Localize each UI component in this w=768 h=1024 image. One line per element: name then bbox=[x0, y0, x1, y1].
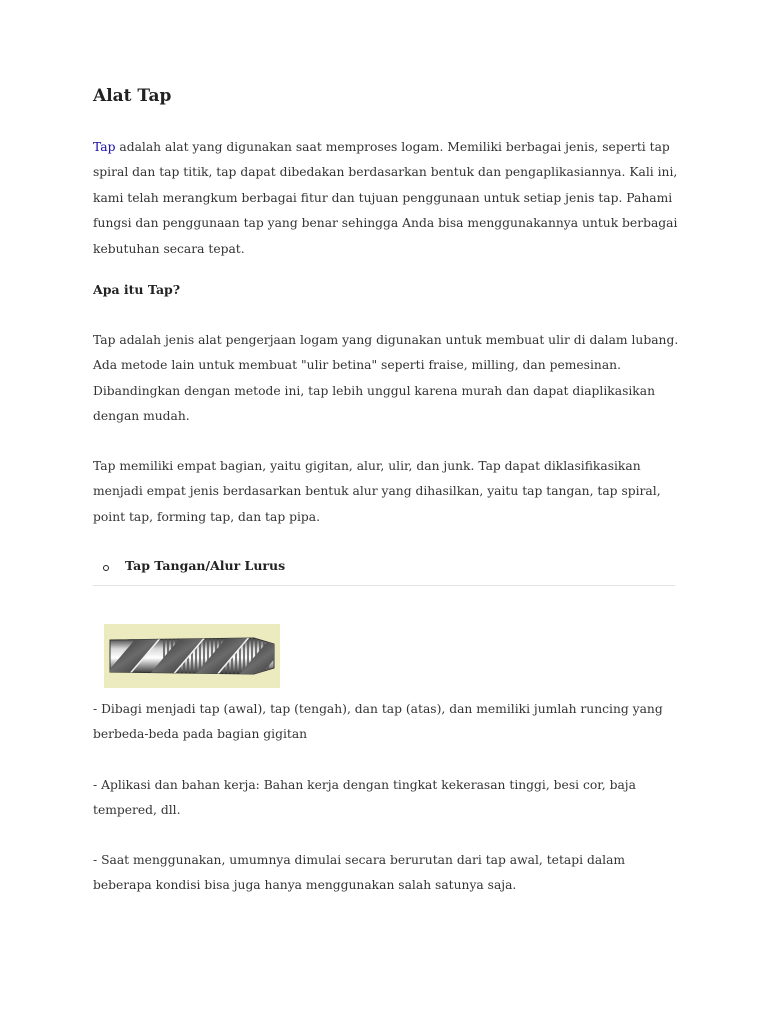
intro-paragraph bbox=[93, 135, 683, 262]
bullet-heading: Tap Tangan/Alur Lurus bbox=[125, 558, 286, 573]
intro-text: adalah alat yang digunakan saat memproses logam. Memiliki berbagai jenis, seperti tap spiral dan tap titik, tap dapat dibedakan berdasarkan bentuk dan pengaplikasiannya. Kali ini, kami telah merangkum berbagai fitur dan tujuan penggunaan untuk setiap jenis tap. Pahami fungsi dan penggunaan tap yang benar sehingga Anda bisa menggunakannya untuk berbagai kebutuhan secara tepat. bbox=[93, 140, 678, 256]
paragraph-definition: Tap adalah jenis alat pengerjaan logam yang digunakan untuk membuat ulir di dalam lubang. Ada metode lain untuk membuat "ulir betina" seperti fraise, milling, dan pemesinan. Dibandingkan dengan metode ini, tap lebih unggul karena murah dan dapat diaplikasikan dengan mudah. bbox=[93, 333, 679, 424]
bullet-heading-row bbox=[93, 558, 675, 586]
point-1: - Dibagi menjadi tap (awal), tap (tengah), dan tap (atas), dan memiliki jumlah runcing yang berbeda-beda pada bagian gigitan bbox=[93, 702, 663, 742]
article-title: Alat Tap bbox=[93, 86, 172, 106]
point-3: - Saat menggunakan, umumnya dimulai secara berurutan dari tap awal, tetapi dalam beberapa kondisi bisa juga hanya menggunakan salah satunya saja. bbox=[93, 853, 626, 893]
spiral-tap-icon bbox=[104, 624, 280, 688]
paragraph-classification: Tap memiliki empat bagian, yaitu gigitan, alur, ulir, dan junk. Tap dapat diklasifikasikan menjadi empat jenis berdasarkan bentuk alur yang dihasilkan, yaitu tap tangan, tap spiral, point tap, forming tap, dan tap pipa. bbox=[93, 459, 661, 524]
tap-link[interactable]: Tap bbox=[93, 140, 116, 154]
bullet-circle-icon bbox=[103, 565, 109, 571]
point-2: - Aplikasi dan bahan kerja: Bahan kerja dengan tingkat kekerasan tinggi, besi cor, baja tempered, dll. bbox=[93, 778, 636, 818]
section-heading: Apa itu Tap? bbox=[93, 282, 181, 297]
spiral-tap-image bbox=[104, 624, 280, 688]
